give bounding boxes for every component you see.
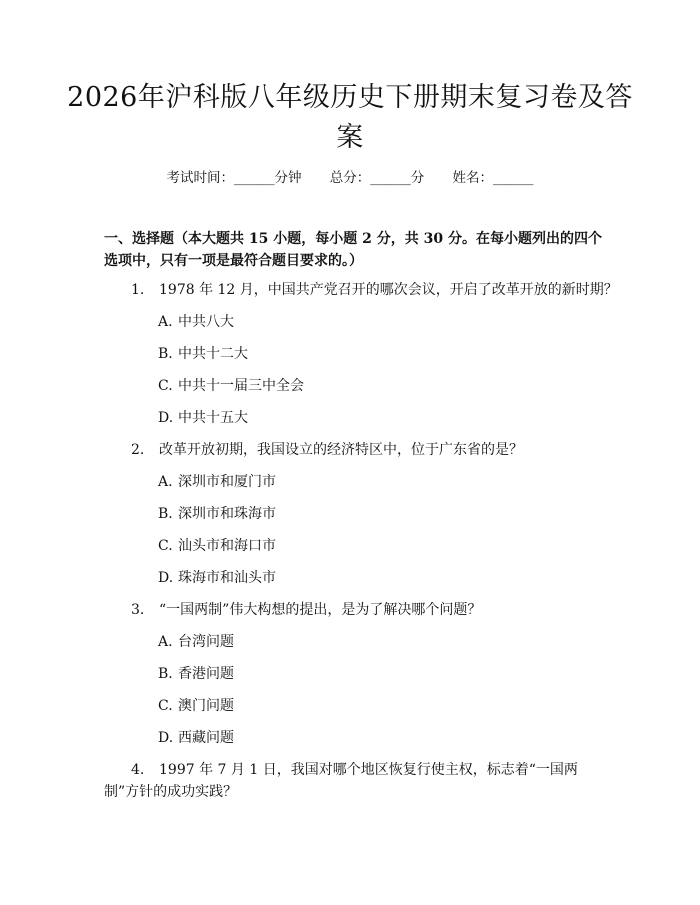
option-letter: D. bbox=[158, 410, 174, 426]
option-text: 澳门问题 bbox=[178, 698, 234, 714]
option-letter: D. bbox=[158, 730, 174, 746]
option-letter: C. bbox=[158, 538, 173, 554]
question-number: 4. bbox=[131, 762, 145, 778]
option-text: 中共八大 bbox=[178, 314, 234, 330]
option-text: 西藏问题 bbox=[178, 730, 234, 746]
time-blank: ______ bbox=[233, 170, 275, 186]
option-text: 汕头市和海口市 bbox=[178, 538, 276, 554]
score-unit: 分 bbox=[410, 170, 425, 186]
option-text: 深圳市和珠海市 bbox=[178, 506, 276, 522]
question-2 bbox=[131, 439, 523, 461]
time-label: 考试时间： bbox=[166, 170, 234, 186]
option-letter: B. bbox=[158, 346, 173, 362]
time-unit: 分钟 bbox=[274, 170, 302, 186]
option-text: 台湾问题 bbox=[178, 634, 234, 650]
option-text: 中共十一届三中全会 bbox=[178, 378, 304, 394]
option-letter: A. bbox=[158, 314, 173, 330]
question-number: 1. bbox=[131, 282, 145, 298]
name-blank: ______ bbox=[493, 170, 534, 186]
option-letter: C. bbox=[158, 378, 173, 394]
question-number: 3. bbox=[131, 602, 145, 618]
question-3-option-d bbox=[158, 727, 234, 749]
question-text: 1978 年 12 月，中国共产党召开的哪次会议，开启了改革开放的新时期？ bbox=[159, 282, 618, 298]
option-text: 香港问题 bbox=[178, 666, 234, 682]
question-number: 2. bbox=[131, 442, 145, 458]
question-3-option-c bbox=[158, 695, 234, 717]
question-text: 1997 年 7 月 1 日，我国对哪个地区恢复行使主权，标志着“一国两制”方针的成功实践？ bbox=[104, 762, 578, 800]
option-letter: C. bbox=[158, 698, 173, 714]
option-text: 中共十五大 bbox=[178, 410, 248, 426]
option-text: 中共十二大 bbox=[178, 346, 248, 362]
question-1-option-a bbox=[158, 311, 234, 333]
question-2-option-b bbox=[158, 503, 276, 525]
option-letter: D. bbox=[158, 570, 174, 586]
question-3-option-a bbox=[158, 631, 234, 653]
question-2-option-a bbox=[158, 471, 276, 493]
option-text: 珠海市和汕头市 bbox=[178, 570, 276, 586]
option-text: 深圳市和厦门市 bbox=[178, 474, 276, 490]
question-3-option-b bbox=[158, 663, 234, 685]
question-2-option-c bbox=[158, 535, 276, 557]
section-heading: 一、选择题（本大题共 15 小题，每小题 2 分，共 30 分。在每小题列出的四个选项中，只有一项是最符合题目要求的。） bbox=[104, 231, 602, 269]
question-2-option-d bbox=[158, 567, 276, 589]
score-blank: ______ bbox=[370, 170, 411, 186]
score-label: 总分： bbox=[329, 170, 371, 186]
question-1-option-d bbox=[158, 407, 248, 429]
page-title: 2026年沪科版八年级历史下册期末复习卷及答案 bbox=[67, 82, 633, 153]
name-label: 姓名： bbox=[452, 170, 494, 186]
question-3 bbox=[131, 599, 481, 621]
option-letter: A. bbox=[158, 474, 173, 490]
option-letter: B. bbox=[158, 666, 173, 682]
question-text: “一国两制”伟大构想的提出，是为了解决哪个问题？ bbox=[159, 602, 482, 618]
option-letter: A. bbox=[158, 634, 173, 650]
question-1-option-b bbox=[158, 343, 248, 365]
question-1-option-c bbox=[158, 375, 304, 397]
exam-info-line bbox=[0, 168, 700, 188]
option-letter: B. bbox=[158, 506, 173, 522]
question-4 bbox=[104, 759, 590, 803]
question-1 bbox=[131, 279, 618, 301]
question-text: 改革开放初期，我国设立的经济特区中，位于广东省的是？ bbox=[159, 442, 523, 458]
